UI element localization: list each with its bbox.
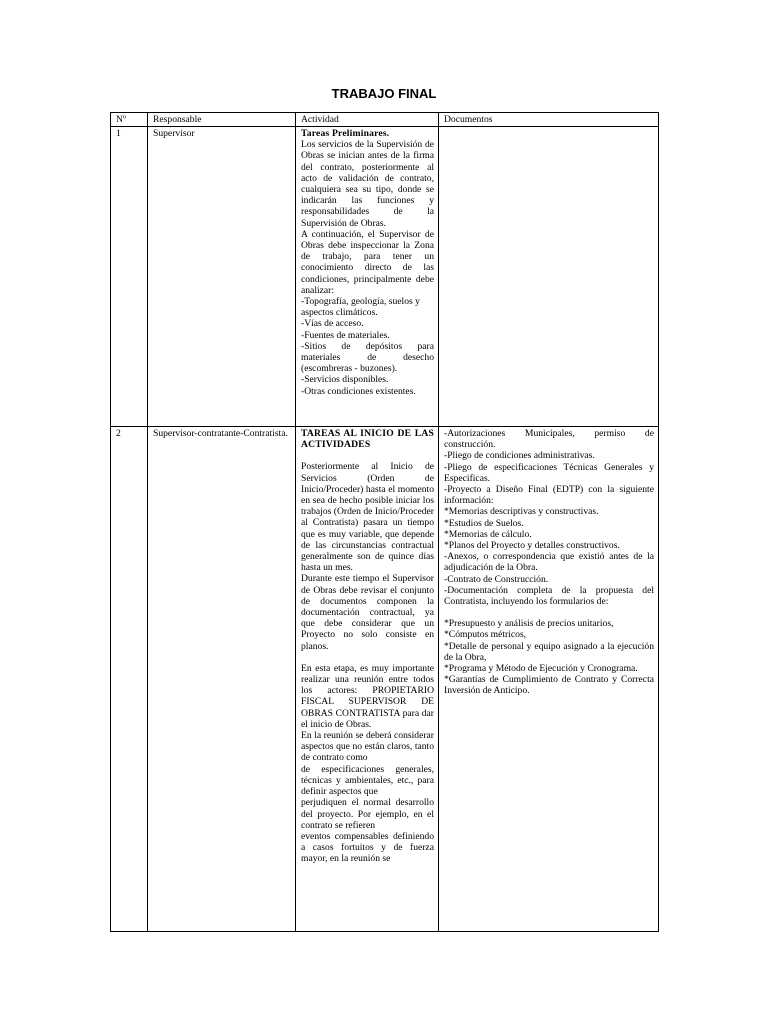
table-row <box>111 427 659 932</box>
actividad-paragraph: perjudiquen el normal desarrollo del proyecto. Por ejemplo, en el contrato se refieren <box>301 797 434 831</box>
documento-item: *Memorias de cálculo. <box>444 528 532 540</box>
documento-item: -Documentación completa de la propuesta del Contratista, incluyendo los formularios de: <box>444 584 654 608</box>
actividad-paragraph: En esta etapa, es muy importante realizar una reunión entre todos los actores: PROPIETARIO FISCAL SUPERVISOR DE OBRAS CONTRATISTA para dar el inicio de Obras. <box>301 662 434 730</box>
row-number: 1 <box>111 127 148 427</box>
actividad-paragraph: -Sitios de depósitos para materiales de desecho (escombreras - buzones). <box>301 340 434 375</box>
documento-item: -Proyecto a Diseño Final (EDTP) con la siguiente información: <box>444 484 654 507</box>
actividad-paragraph: -Servicios disponibles. <box>301 374 389 386</box>
documento-item: -Pliego de condiciones administrativas. <box>444 450 595 462</box>
page-title: TRABAJO FINAL <box>331 86 437 101</box>
actividad-title: Tareas Preliminares. <box>301 128 390 139</box>
documento-item: *Detalle de personal y equipo asignado a la ejecución de la Obra, <box>444 640 654 663</box>
row-actividad <box>296 127 439 427</box>
activities-table <box>110 112 659 932</box>
actividad-paragraph: -Topografía, geología, suelos y aspectos climáticos. <box>301 296 420 319</box>
row-responsable: Supervisor <box>148 127 296 427</box>
actividad-paragraph: Durante este tiempo el Supervisor de Obras debe revisar el conjunto de documentos componen la documentación contractual, ya que debe considerar que un Proyecto no solo consiste en planos. <box>301 573 434 652</box>
header-number: Nº <box>111 113 148 127</box>
documento-item: *Presupuesto y análisis de precios unitarios, <box>444 618 614 630</box>
row-responsable: Supervisor-contratante-Contratista. <box>148 427 296 932</box>
header-responsable: Responsable <box>148 113 296 127</box>
documento-item: -Contrato de Construcción. <box>444 573 549 585</box>
actividad-paragraph: Los servicios de la Supervisión de Obras se inician antes de la firma del contrato, posteriormente al acto de validación de contrato, cualquiera sea su tipo, donde se indicarán las funciones y responsabilidades de la Supervisión de Obras. <box>301 139 434 229</box>
documento-item: *Planos del Proyecto y detalles constructivos. <box>444 540 620 552</box>
actividad-paragraph: -Vías de acceso. <box>301 318 364 330</box>
documento-item: *Programa y Método de Ejecución y Cronograma. <box>444 663 638 675</box>
table-header-row <box>111 113 659 127</box>
documento-item: *Garantías de Cumplimiento de Contrato y Correcta Inversión de Anticipo. <box>444 674 654 697</box>
documento-item: -Pliego de especificaciones Técnicas Generales y Especificas. <box>444 461 654 484</box>
actividad-paragraph: de especificaciones generales, técnicas y ambientales, etc., para definir aspectos que <box>301 763 434 798</box>
actividad-paragraph: eventos compensables definiendo a casos fortuitos y de fuerza mayor, en la reunión se <box>301 830 434 865</box>
header-documentos: Documentos <box>439 113 659 127</box>
documento-item: -Autorizaciones Municipales, permiso de construcción. <box>444 428 654 451</box>
row-documentos <box>439 127 659 427</box>
row-number: 2 <box>111 427 148 932</box>
actividad-title: TAREAS AL INICIO DE LAS ACTIVIDADES <box>301 428 434 451</box>
documento-item: -Anexos, o correspondencia que existió antes de la adjudicación de la Obra. <box>444 551 654 574</box>
actividad-paragraph: En la reunión se deberá considerar aspectos que no están claros, tanto de contrato como <box>301 730 434 764</box>
row-actividad <box>296 427 439 932</box>
table-row <box>111 127 659 427</box>
documento-item: *Estudios de Suelos. <box>444 517 524 529</box>
documento-item: *Memorias descriptivas y constructivas. <box>444 506 599 518</box>
actividad-paragraph: -Otras condiciones existentes. <box>301 385 416 397</box>
row-documentos <box>439 427 659 932</box>
actividad-paragraph: -Fuentes de materiales. <box>301 329 390 341</box>
actividad-paragraph: Posteriormente al Inicio de Servicios (Orden de Inicio/Proceder) hasta el momento en sea de hecho posible iniciar los trabajos (Orden de Inicio/Proceder al Contratista) pasara un tiempo que es muy variable, que depende de las circunstancias contractual generalmente son de quince días hasta un mes. <box>301 461 434 574</box>
actividad-paragraph: A continuación, el Supervisor de Obras debe inspeccionar la Zona de trabajo, para tener un conocimiento directo de las condiciones, principalmente debe analizar: <box>301 228 434 296</box>
header-actividad: Actividad <box>296 113 439 127</box>
documento-item: *Cómputos métricos, <box>444 629 527 641</box>
